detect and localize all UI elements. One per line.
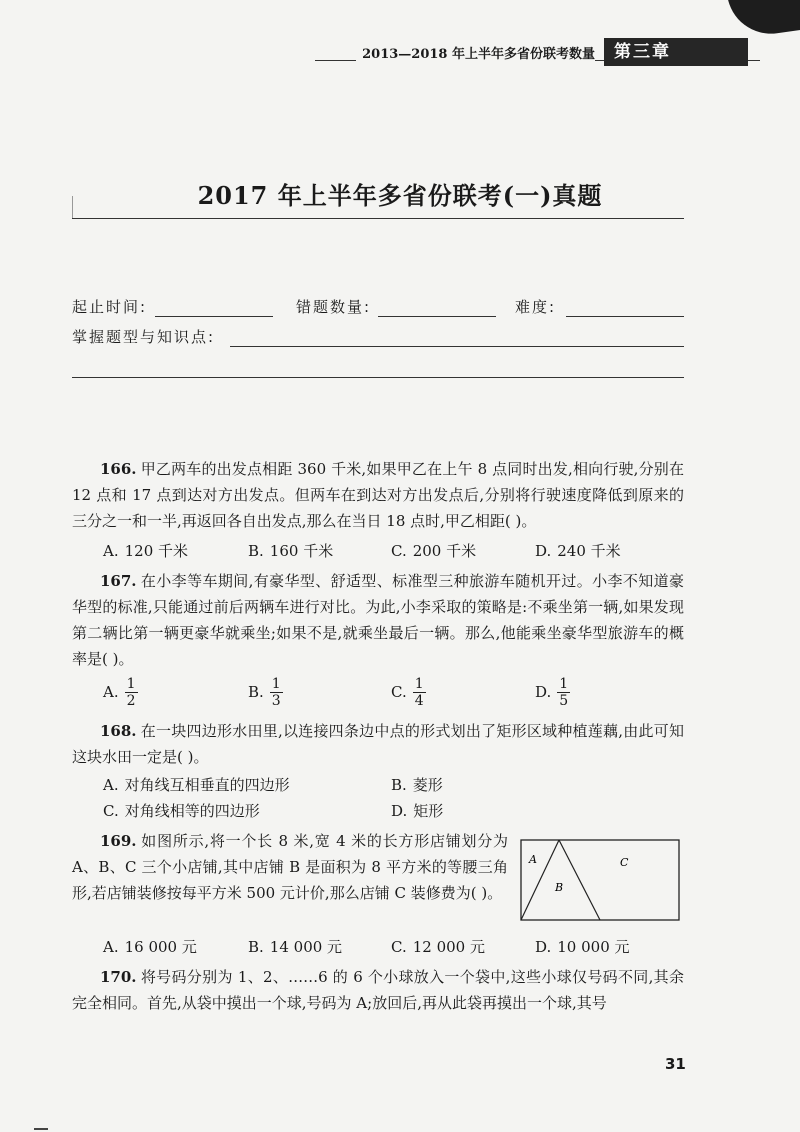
option-letter: B. [248,938,264,956]
time-label: 起止时间: [72,298,148,316]
option-letter: C. [391,938,407,956]
option-text: 120 千米 [124,542,189,560]
option-letter: D. [535,542,552,560]
option-text: 240 千米 [557,542,621,560]
options-167 [103,676,703,712]
option-b[interactable] [391,774,443,795]
knowledge-field-line-2[interactable] [72,377,684,378]
scan-edge-mark [34,1128,48,1130]
fraction [557,676,570,709]
label-a: A [529,853,537,866]
scan-corner-shadow [727,0,800,39]
title-rule [72,218,684,219]
triangle-right-edge [559,840,600,920]
option-b[interactable] [248,936,342,957]
options-169 [103,936,703,962]
page-number: 31 [665,1055,686,1073]
option-a[interactable] [103,936,197,957]
option-letter: C. [103,802,119,820]
option-text: 菱形 [412,776,443,794]
option-a[interactable] [103,676,138,709]
difficulty-label: 难度: [515,298,557,316]
option-text: 16 000 元 [124,938,197,956]
question-text: 如图所示,将一个长 8 米,宽 4 米的长方形店铺划分为 A、B、C 三个小店铺,其中店铺 B 是面积为 8 平方米的等腰三角形,若店铺装修按每平方米 500 元计价,那么店铺 C 装修费为( )。 [72,832,508,902]
question-text: 在一块四边形水田里,以连接四条边中点的形式划出了矩形区域种植莲藕,由此可知这块水田一定是( )。 [72,722,684,766]
option-d[interactable] [391,800,443,821]
fraction [125,676,138,709]
question-number: 167. [100,572,137,590]
errors-label: 错题数量: [296,298,372,316]
option-letter: C. [391,542,407,560]
option-d[interactable] [535,936,630,957]
running-header [315,40,760,64]
option-text: 200 千米 [412,542,477,560]
knowledge-field[interactable] [230,346,684,347]
question-166 [72,456,684,534]
option-d[interactable] [535,540,621,561]
option-c[interactable] [391,540,476,561]
options-168-row1 [103,774,703,800]
denominator: 3 [271,693,281,709]
option-letter: A. [103,542,119,560]
question-text: 甲乙两车的出发点相距 360 千米,如果甲乙在上午 8 点同时出发,相向行驶,分别在 12 点和 17 点到达对方出发点。但两车在到达对方出发点后,分别将行驶速度降低到原来的三分之一和一半,再返回各自出发点,那么在当日 18 点时,甲乙相距( )。 [72,460,684,530]
option-letter: B. [391,776,407,794]
numerator: 1 [126,676,136,692]
shop-rectangle [521,840,679,920]
options-168-row2 [103,800,703,826]
option-letter: D. [391,802,408,820]
option-text: 矩形 [413,802,444,820]
option-b[interactable] [248,540,333,561]
option-d[interactable] [535,676,570,709]
option-b[interactable] [248,676,283,709]
option-text: 对角线互相垂直的四边形 [124,776,290,794]
option-c[interactable] [391,676,426,709]
triangle-left-edge [521,840,559,920]
option-text: 14 000 元 [269,938,343,956]
fraction [413,676,426,709]
question-167 [72,568,684,672]
question-170 [72,964,684,1016]
option-a[interactable] [103,540,188,561]
numerator: 1 [559,676,569,692]
option-letter: D. [535,938,552,956]
question-168 [72,718,684,770]
question-number: 169. [100,832,137,850]
question-number: 170. [100,968,137,986]
denominator: 2 [126,693,136,709]
option-c[interactable] [391,936,485,957]
difficulty-field[interactable] [566,316,684,317]
option-text: 10 000 元 [557,938,630,956]
time-field[interactable] [155,316,273,317]
option-letter: B. [248,682,264,701]
option-text: 12 000 元 [412,938,485,956]
question-text: 在小李等车期间,有豪华型、舒适型、标准型三种旅游车随机开过。小李不知道豪华型的标准,只能通过前后两辆车进行对比。为此,小李采取的策略是:不乘坐第一辆,如果发现第二辆比第一辆更豪华就乘坐;如果不是,就乘坐最后一辆。那么,他能乘坐豪华型旅游车的概率是( )。 [72,572,684,668]
chapter-tab: 第三章 [604,38,748,66]
option-text: 160 千米 [269,542,334,560]
option-letter: A. [103,776,119,794]
header-subtitle: 2013—2018 年上半年多省份联考数量 [356,43,595,62]
errors-field[interactable] [378,316,496,317]
question-text: 将号码分别为 1、2、……6 的 6 个小球放入一个袋中,这些小球仅号码不同,其余完全相同。首先,从袋中摸出一个球,号码为 A;放回后,再从此袋再摸出一个球,其号 [72,968,684,1012]
option-letter: D. [535,682,552,701]
label-c: C [620,856,629,869]
fraction [270,676,283,709]
numerator: 1 [271,676,281,692]
option-letter: A. [103,938,119,956]
option-letter: C. [391,682,407,701]
question-number: 166. [100,460,137,478]
question-169 [72,828,508,906]
numerator: 1 [414,676,424,692]
denominator: 5 [559,693,569,709]
denominator: 4 [414,693,424,709]
option-letter: B. [248,542,264,560]
option-letter: A. [103,682,119,701]
question-number: 168. [100,722,137,740]
options-166 [103,540,703,566]
page-title: 2017 年上半年多省份联考(一)真题 [197,181,603,210]
label-b: B [555,881,564,894]
knowledge-label: 掌握题型与知识点: [72,328,216,346]
shop-division-figure [520,839,680,921]
option-c[interactable] [103,800,260,821]
option-a[interactable] [103,774,290,795]
option-text: 对角线相等的四边形 [124,802,260,820]
